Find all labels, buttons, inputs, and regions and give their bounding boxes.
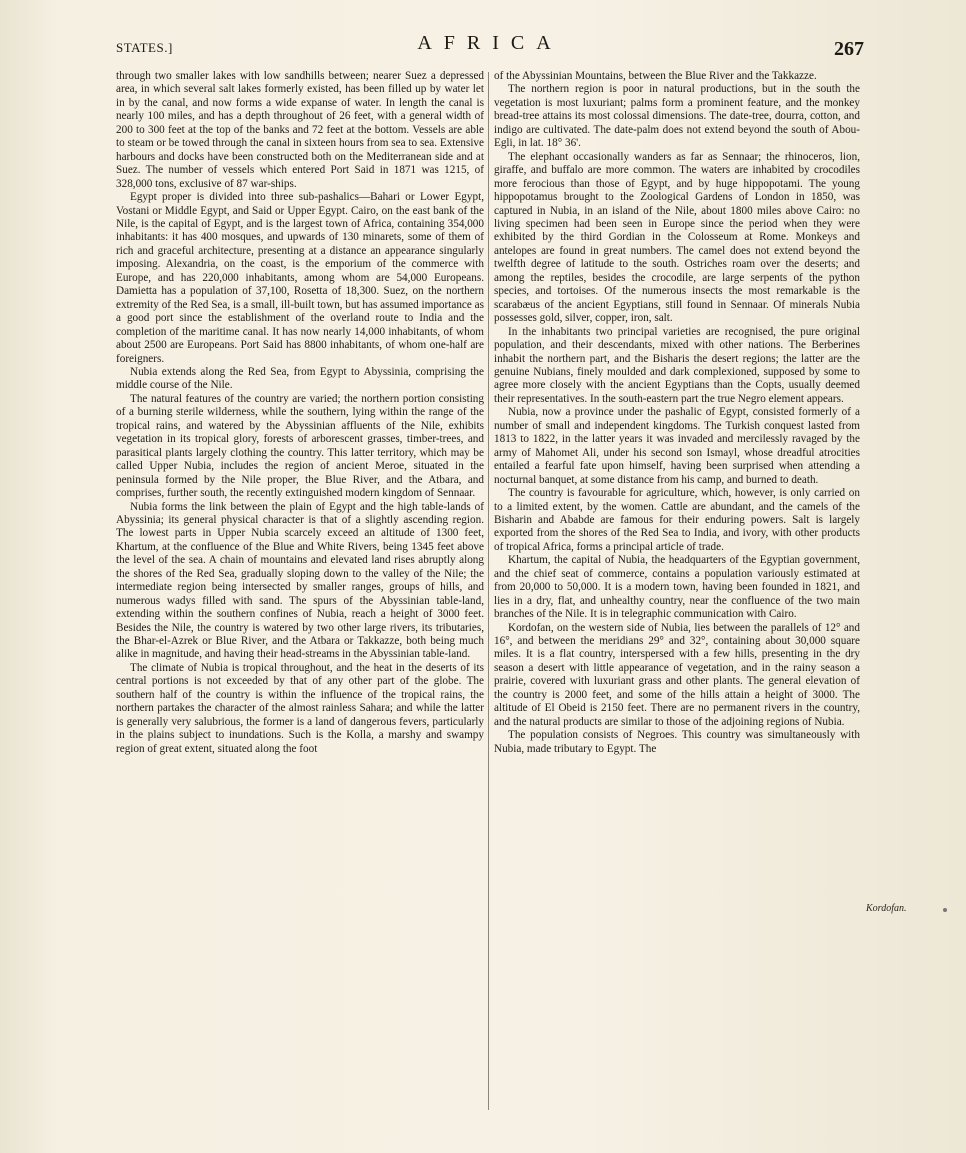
paragraph: Nubia forms the link between the plain of Egypt and the high table-lands of Abyssinia; its general physical character is that of a slightly ascending region. The lowest parts in Upper Nubia scarcely exceed an altitude of 1300 feet, Khartum, at the confluence of the Blue and White Rivers, being 1345 feet above the level of the sea. A chain of mountains and elevated land rises abruptly along the shores of the Red Sea, gradually sloping down to the valley of the Nile; the intermediate region being intersected by smaller ranges, groups of hills, and numerous wadys filled with sand. The spurs of the Abyssinian table-land, extending within the southern confines of Nubia, reach a height of 3000 feet. Besides the Nile, the country is watered by two other large rivers, its tributaries, the Bhar-el-Azrek or Blue River, and the Atbara or Takkazze, both being much alike in magnitude, and having their head-streams in the Abyssinian table-land. [116,500,484,661]
page-number: 267 [834,38,864,60]
page-title: AFRICA [417,32,563,54]
paragraph: The climate of Nubia is tropical throughout, and the heat in the deserts of its central portions is not exceeded by that of any other part of the globe. The southern half of the country is within the influence of the tropical rains, the northern partakes the character of the almost rainless Sahara; and while the latter is generally very salubrious, the former is a land of dangerous fevers, particularly in the plains subject to inundations. Such is the Kolla, a marshy and swampy region of great extent, situated along the foot [116,661,484,755]
right-column [494,70,860,756]
ink-speck [943,908,947,912]
paragraph: The country is favourable for agriculture, which, however, is only carried on to a limited extent, by the women. Cattle are abundant, and the camels of the Bisharin and Ababde are famous for their enduring powers. Salt is largely exported from the shores of the Red Sea to India, and ivory, with other products of tropical Africa, forms a principal article of trade. [494,487,860,553]
paragraph: through two smaller lakes with low sandhills between; nearer Suez a depressed area, in which several salt lakes formerly existed, has been filled up by water let in by the canal, and now forms a wide expanse of water. In length the canal is nearly 100 miles, and has a depth throughout of 26 feet, with a general width of 200 to 300 feet at the top of the banks and 72 feet at the bottom. Vessels are able to steam or be towed through the canal in sixteen hours from sea to sea. Extensive harbours and docks have been constructed both on the Mediterranean side and at Suez. The number of vessels which entered Port Said in 1871 was 1215, of 328,000 tons, exclusive of 87 war-ships. [116,70,484,190]
running-header [116,30,864,64]
paragraph: In the inhabitants two principal varieties are recognised, the pure original population, and their descendants, mixed with other nations. The Berberines inhabit the northern part, and the Bisharis the desert regions; the latter are the genuine Nubians, finely moulded and dark complexioned, supposed by some to agree more closely with the ancient Egyptians than the Copts, usually deemed their representatives. In the south-eastern part the true Negro element appears. [494,325,860,405]
paragraph: Nubia, now a province under the pashalic of Egypt, consisted formerly of a number of small and independent kingdoms. The Turkish conquest lasted from 1813 to 1822, in the latter years it was invaded and mercilessly ravaged by the army of Mahomet Ali, under his second son Ismayl, whose dreadful atrocities entailed a fearful fate upon himself, having been surprised when attending a nocturnal banquet, at some distance from his camp, and burned to death. [494,406,860,486]
paragraph: Khartum, the capital of Nubia, the headquarters of the Egyptian government, and the chief seat of commerce, contains a population variously estimated at from 20,000 to 50,000. It is a modern town, having been founded in 1821, and lies in a dry, flat, and unhealthy country, near the confluence of the two main branches of the Nile. It is in telegraphic communication with Cairo. [494,554,860,621]
paragraph: Kordofan, on the western side of Nubia, lies between the parallels of 12° and 16°, and between the meridians 29° and 32°, containing about 30,000 square miles. It is a flat country, interspersed with a few hills, presenting in the dry season a desert with little appearance of vegetation, and in the rainy season a prairie, covered with luxuriant grass and other plants. The general elevation of the country is 2000 feet, and some of the hills attain a height of 3000. The altitude of El Obeid is 2150 feet. There are no permanent rivers in the country, and the natural products are similar to those of the adjoining regions of Nubia. [494,621,860,728]
paragraph: The elephant occasionally wanders as far as Sennaar; the rhinoceros, lion, giraffe, and buffalo are more common. The waters are inhabited by crocodiles more ferocious than those of Egypt, and by huge hippopotami. The young hippopotamus brought to the Zoological Gardens of London in 1850, was captured in Nubia, in an island of the Nile, about 1800 miles above Cairo: no living specimen had been seen in Europe since the period when they were exhibited by the third Gordian in the Colosseum at Rome. Monkeys and antelopes are found in great numbers. The camel does not extend beyond the twelfth degree of latitude to the south. Ostriches roam over the deserts; and among the reptiles, besides the crocodile, are large serpents of the python species, and tortoises. Of the numerous insects the most remarkable is the scarabæus of the ancient Egyptians, still found in Sennaar. Of minerals Nubia possesses gold, silver, copper, iron, salt. [494,150,860,325]
paragraph: Nubia extends along the Red Sea, from Egypt to Abyssinia, comprising the middle course of the Nile. [116,365,484,392]
paragraph: The population consists of Negroes. This country was simultaneously with Nubia, made tributary to Egypt. The [494,729,860,755]
column-divider [488,72,489,1110]
margin-note: Kordofan. [866,903,907,914]
paragraph: The northern region is poor in natural productions, but in the south the vegetation is most luxuriant; palms form a prominent feature, and the monkey bread-tree attains its most colossal dimensions. The date-tree, dourra, cotton, and indigo are cultivated. The date-palm does not extend beyond the south of Abou-Egli, in lat. 18° 36'. [494,83,860,150]
paragraph: of the Abyssinian Mountains, between the Blue River and the Takkazze. [494,70,817,82]
left-column [116,70,484,756]
paragraph: Egypt proper is divided into three sub-pashalics—Bahari or Lower Egypt, Vostani or Middle Egypt, and Said or Upper Egypt. Cairo, on the east bank of the Nile, is the capital of Egypt, and is the largest town of Africa, containing 354,000 inhabitants: it has 400 mosques, and upwards of 130 minarets, some of them of rich and graceful architecture, presenting at a distance an appearance singularly imposing. Alexandria, on the coast, is the emporium of the commerce with Europe, and has 220,000 inhabitants, among whom are 54,000 Europeans. Damietta has a population of 37,100, Rosetta of 18,300. Suez, on the northern extremity of the Red Sea, is a small, ill-built town, but has assumed importance as a good port since the establishment of the overland route to India and the completion of the maritime canal. It has now nearly 14,000 inhabitants, of whom about 2500 are Europeans. Port Said has 8800 inhabitants, of whom one-half are foreigners. [116,191,484,365]
paragraph: The natural features of the country are varied; the northern portion consisting of a burning sterile wilderness, while the southern, lying within the range of the tropical rains, and watered by the Abyssinian affluents of the Nile, exhibits vegetation in its tropical glory, forests of arborescent grasses, timber-trees, and parasitical plants largely clothing the country. This latter territory, which may be called Upper Nubia, includes the region of ancient Meroe, situated in the peninsula formed by the Nile proper, the Blue River, and the Atbara, and comprises, further south, the recently extinguished modern kingdom of Sennaar. [116,392,484,500]
running-head-section: STATES.] [116,40,173,55]
